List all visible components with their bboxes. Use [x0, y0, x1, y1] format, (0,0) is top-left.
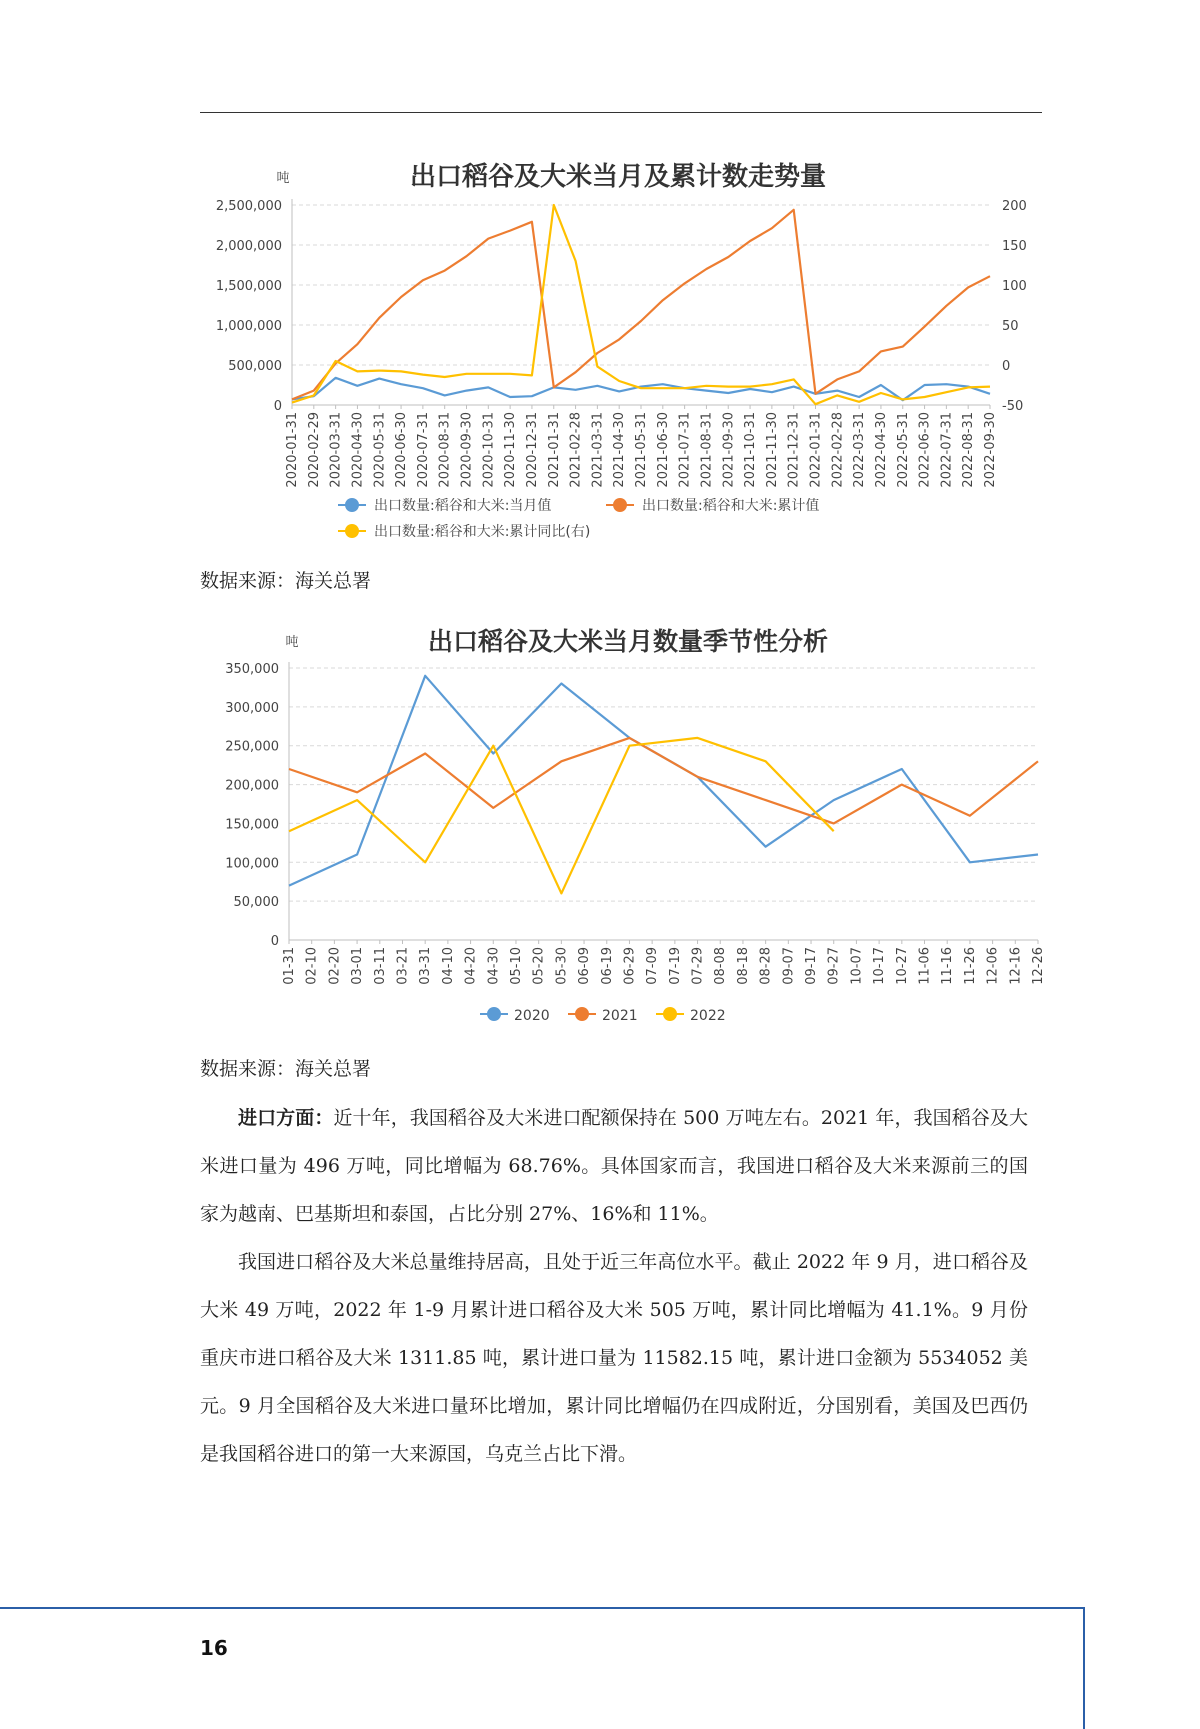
- x-tick-label: 2021-04-30: [612, 412, 628, 488]
- x-tick-label: 02-10: [304, 947, 320, 985]
- x-tick-label: 08-18: [735, 947, 751, 985]
- paragraph-import-body: 近十年，我国稻谷及大米进口配额保持在 500 万吨左右。2021 年，我国稻谷及大米进口量为 496 万吨，同比增幅为 68.76%。具体国家而言，我国进口稻谷及大米来源前三的国家为越南、巴基斯坦和泰国，占比分别 27%、16%和 11%。: [200, 1107, 1028, 1225]
- x-tick-label: 09-07: [781, 947, 797, 985]
- x-tick-label: 2021-02-28: [568, 412, 584, 488]
- body-text: [200, 1094, 1028, 1478]
- legend-marker: [345, 524, 359, 538]
- chart1-source: 数据来源：海关总署: [200, 570, 372, 592]
- legend-label: 2020: [514, 1008, 550, 1024]
- y-tick-label: 0: [273, 399, 282, 414]
- x-tick-label: 12-06: [985, 947, 1001, 985]
- x-tick-label: 03-31: [418, 947, 434, 985]
- x-tick-label: 2021-06-30: [655, 412, 671, 488]
- y-tick-label: 150,000: [225, 817, 279, 833]
- y-tick-label: 0: [270, 934, 279, 949]
- y-tick-label: 1,000,000: [215, 319, 282, 334]
- y-tick-label: 200,000: [225, 778, 279, 794]
- y2-tick-label: 50: [1002, 319, 1019, 334]
- x-tick-label: 01-31: [282, 947, 297, 985]
- x-tick-label: 2021-08-31: [699, 412, 715, 488]
- y-tick-label: 300,000: [225, 700, 279, 716]
- x-tick-label: 10-17: [872, 947, 888, 985]
- chart2-source: 数据来源：海关总署: [200, 1058, 372, 1080]
- y-tick-label: 50,000: [233, 895, 279, 911]
- x-tick-label: 11-06: [917, 947, 933, 985]
- paragraph-lead: 进口方面：: [238, 1107, 334, 1129]
- x-tick-label: 03-01: [350, 947, 366, 985]
- x-tick-label: 05-10: [508, 947, 524, 985]
- x-tick-label: 2022-09-30: [983, 412, 998, 488]
- export-trend-chart-svg: [200, 152, 1042, 552]
- y-tick-label: 500,000: [228, 359, 282, 374]
- x-tick-label: 10-27: [894, 947, 910, 985]
- x-tick-label: 04-20: [463, 947, 479, 985]
- x-tick-label: 2020-06-30: [394, 412, 410, 488]
- x-tick-label: 2021-03-31: [590, 412, 606, 488]
- x-tick-label: 2021-07-31: [677, 412, 693, 488]
- x-tick-label: 2022-06-30: [917, 412, 933, 488]
- x-tick-label: 06-29: [622, 947, 638, 985]
- x-tick-label: 2020-05-31: [372, 412, 388, 488]
- y2-tick-label: 100: [1002, 279, 1027, 294]
- x-tick-label: 2022-07-31: [939, 412, 955, 488]
- legend-marker: [613, 498, 627, 512]
- y-tick-label: 2,500,000: [215, 199, 282, 214]
- x-tick-label: 05-30: [554, 947, 570, 985]
- x-tick-label: 2020-02-29: [306, 412, 322, 488]
- legend-marker: [487, 1007, 501, 1021]
- seasonal-chart-svg: [200, 616, 1046, 1036]
- x-tick-label: 2020-11-30: [503, 412, 519, 488]
- x-tick-label: 2020-09-30: [459, 412, 475, 488]
- legend-label: 出口数量:稻谷和大米:当月值: [374, 498, 552, 514]
- x-tick-label: 04-30: [486, 947, 502, 985]
- x-tick-label: 12-16: [1008, 947, 1024, 985]
- chart-title: 出口稻谷及大米当月及累计数走势量: [409, 162, 827, 192]
- legend-marker: [345, 498, 359, 512]
- x-tick-label: 10-07: [849, 947, 865, 985]
- y2-tick-label: 200: [1002, 199, 1027, 214]
- y-tick-label: 1,500,000: [215, 279, 282, 294]
- x-tick-label: 2020-01-31: [285, 412, 300, 488]
- x-tick-label: 2021-11-30: [764, 412, 780, 488]
- legend-label: 出口数量:稻谷和大米:累计值: [642, 498, 820, 514]
- x-tick-label: 08-28: [758, 947, 774, 985]
- series-line-3: [292, 205, 990, 404]
- page-number: 16: [200, 1636, 228, 1660]
- y-tick-label: 2,000,000: [215, 239, 282, 254]
- x-tick-label: 2021-09-30: [721, 412, 737, 488]
- chart-title: 出口稻谷及大米当月数量季节性分析: [427, 627, 829, 656]
- x-tick-label: 2020-12-31: [524, 412, 540, 488]
- legend-label: 出口数量:稻谷和大米:累计同比(右): [374, 524, 591, 540]
- x-tick-label: 11-16: [940, 947, 956, 985]
- header-rule: [200, 112, 1042, 113]
- x-tick-label: 2022-02-28: [830, 412, 846, 488]
- x-tick-label: 2021-05-31: [634, 412, 649, 488]
- legend-label: 2021: [602, 1008, 638, 1024]
- x-tick-label: 11-26: [962, 947, 978, 985]
- y2-tick-label: -50: [1002, 399, 1024, 414]
- x-tick-label: 05-20: [531, 947, 547, 985]
- export-trend-chart: [200, 152, 1042, 552]
- y-tick-label: 100,000: [225, 856, 279, 872]
- seasonal-chart: [200, 616, 1046, 1036]
- x-tick-label: 2020-08-31: [437, 412, 453, 488]
- x-tick-label: 07-29: [690, 947, 706, 985]
- x-tick-label: 2020-10-31: [481, 412, 497, 488]
- footer-frame: [0, 1607, 1085, 1729]
- x-tick-label: 07-19: [667, 947, 683, 985]
- y-tick-label: 350,000: [225, 662, 279, 677]
- series-line-2021: [289, 738, 1038, 824]
- paragraph-import-detail: 我国进口稻谷及大米总量维持居高，且处于近三年高位水平。截止 2022 年 9 月，进口稻谷及大米 49 万吨，2022 年 1-9 月累计进口稻谷及大米 505 万吨，累计同比增幅为 41.1%。9 月份重庆市进口稻谷及大米 1311.85 吨，累计进口量为 11582.15 吨，累计进口金额为 5534052 美元。9 月全国稻谷及大米进口量环比增加，累计同比增幅仍在四成附近，分国别看，美国及巴西仍是我国稻谷进口的第一大来源国，乌克兰占比下滑。: [200, 1251, 1028, 1465]
- x-tick-label: 09-17: [804, 947, 820, 985]
- legend-label: 2022: [690, 1008, 726, 1024]
- x-tick-label: 2022-04-30: [873, 412, 889, 488]
- x-tick-label: 03-11: [372, 947, 388, 985]
- legend-marker: [663, 1007, 677, 1021]
- x-tick-label: 04-10: [440, 947, 456, 985]
- legend-marker: [575, 1007, 589, 1021]
- y2-tick-label: 150: [1002, 239, 1027, 254]
- x-tick-label: 06-19: [599, 947, 615, 985]
- x-tick-label: 2020-04-30: [350, 412, 366, 488]
- x-tick-label: 2021-10-31: [743, 412, 759, 488]
- paragraph-import: [200, 1094, 1028, 1238]
- x-tick-label: 2021-01-31: [546, 412, 562, 488]
- x-tick-label: 2020-07-31: [415, 412, 431, 488]
- x-tick-label: 12-26: [1031, 947, 1046, 985]
- x-tick-label: 08-08: [713, 947, 729, 985]
- x-tick-label: 2022-01-31: [808, 412, 824, 488]
- x-tick-label: 02-20: [327, 947, 343, 985]
- y-tick-label: 250,000: [225, 739, 279, 755]
- x-tick-label: 2021-12-31: [786, 412, 802, 488]
- x-tick-label: 2022-05-31: [895, 412, 911, 488]
- x-tick-label: 06-09: [577, 947, 593, 985]
- y2-tick-label: 0: [1002, 359, 1011, 374]
- x-tick-label: 09-27: [826, 947, 842, 985]
- x-tick-label: 03-21: [395, 947, 411, 985]
- x-tick-label: 07-09: [645, 947, 661, 985]
- x-tick-label: 2022-03-31: [852, 412, 868, 488]
- x-tick-label: 2022-08-31: [961, 412, 977, 488]
- x-tick-label: 2020-03-31: [328, 412, 344, 488]
- y-unit-label: 吨: [285, 635, 299, 650]
- y-unit-label: 吨: [276, 171, 290, 186]
